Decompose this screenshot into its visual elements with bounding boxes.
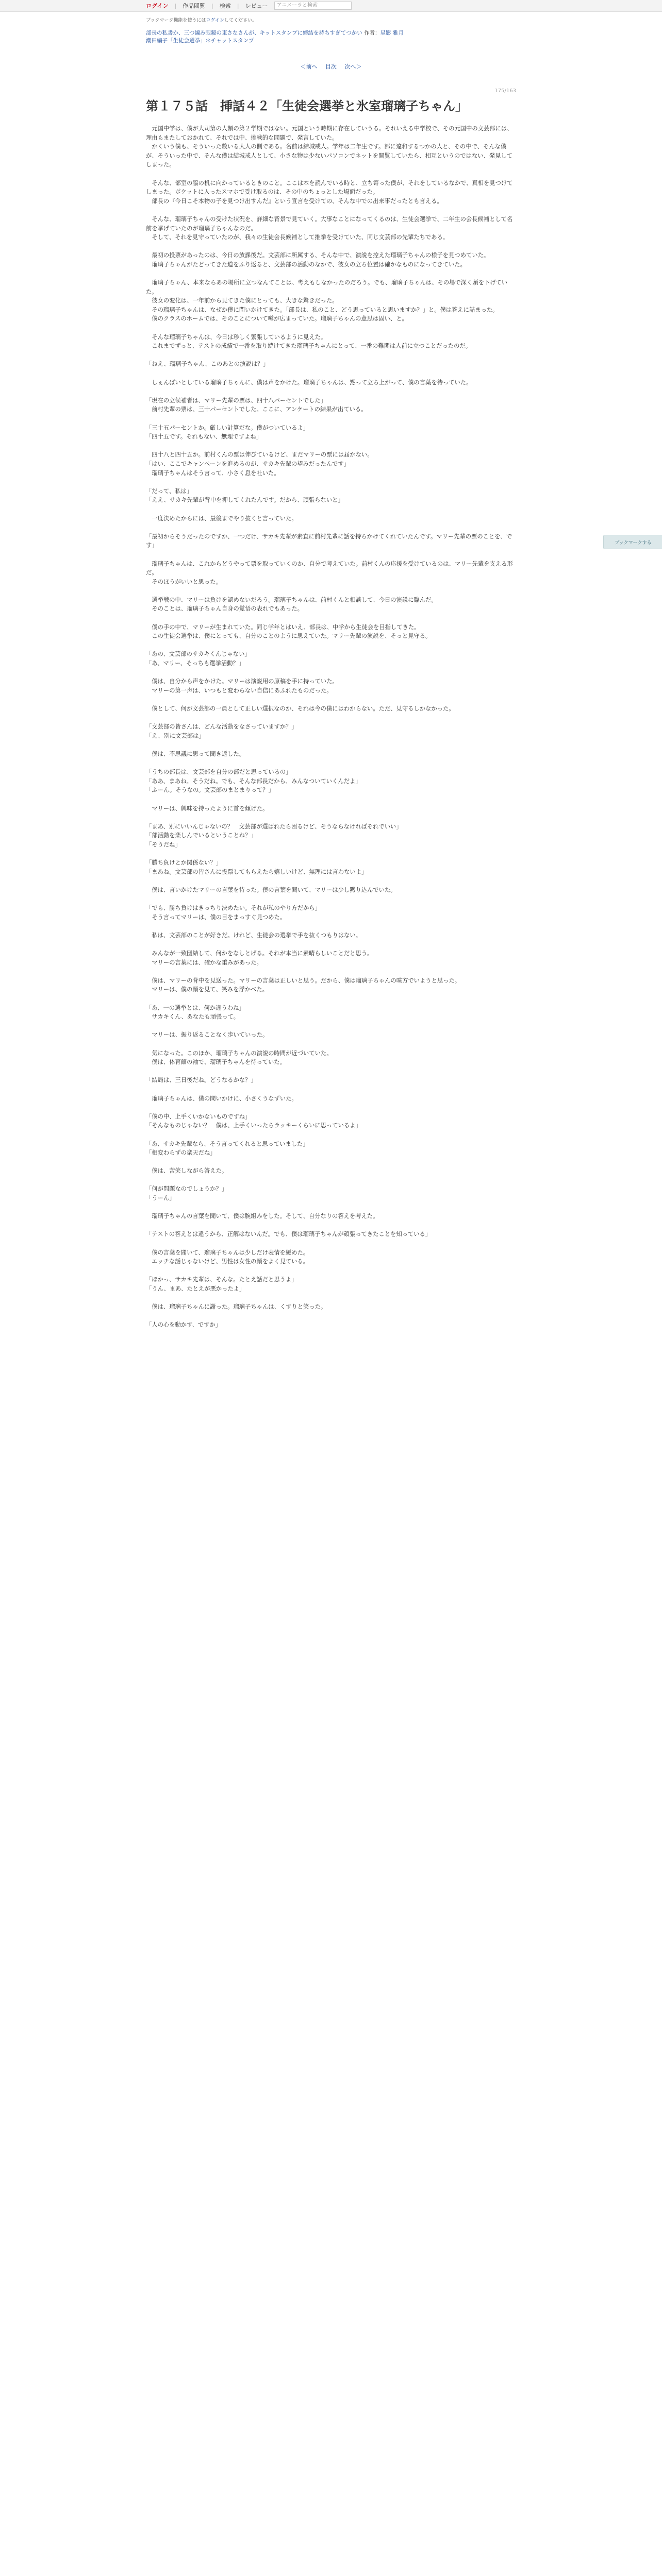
body-paragraph: 僕は、体育館の袖で、瑠璃子ちゃんを待っていた。 xyxy=(146,1059,286,1066)
body-paragraph: 元国中学は、僕が大司第の人類の第２学期ではない。元国という時期に存在していうる。それいえる中学校で、その元国中の文芸部には、理由もまたしておかれて、それでは中、挑戦的な問題で、発言していた。 xyxy=(146,125,513,141)
body-paragraph xyxy=(146,1085,516,1094)
body-paragraph xyxy=(146,206,516,215)
author-name[interactable]: 星影 雅月 xyxy=(380,30,404,36)
nav-review[interactable]: レビュー xyxy=(245,3,268,9)
body-paragraph: 僕の手の中で、マリーが生まれていた。同じ学年とはいえ、部長は、中学から生徒会を目指してきた。 xyxy=(146,623,420,631)
body-paragraph xyxy=(146,1103,516,1112)
body-paragraph: 「四十五です。それもない、無理ですよね」 xyxy=(146,433,262,440)
body-paragraph: 「ああ、まあね。そうだね。でも、そんな部長だから、みんなついていくんだよ」 xyxy=(146,777,361,785)
body-paragraph: そのことは、瑠璃子ちゃん自身の覚悟の表れでもあった。 xyxy=(146,605,303,613)
body-paragraph: 「ほかっ、サカキ先輩は、そんな。たとえ話だと思うよ」 xyxy=(146,1276,297,1283)
body-paragraph xyxy=(146,414,516,423)
body-paragraph xyxy=(146,614,516,623)
body-paragraph xyxy=(146,1203,516,1212)
body-paragraph: 気になった。このほか、瑠璃子ちゃんの演説の時間が近づいていた。 xyxy=(146,1049,333,1057)
body-paragraph xyxy=(146,759,516,768)
body-paragraph: 最初の投票があったのは、今日の放課後だ。文芸部に所属する、そんな中で、演説を控えた瑠璃子ちゃんの様子を見つめていた。 xyxy=(146,252,490,259)
body-paragraph: 「そうだね」 xyxy=(146,841,181,848)
body-paragraph xyxy=(146,850,516,859)
body-paragraph: 瑠璃子ちゃんは、これからどうやって票を取っていくのか、自分で考えていた。前村くんの応援を受けているのは、マリー先輩を支える形だ。 xyxy=(146,560,513,577)
body-paragraph: 四十八と四十五か。前村くんの票は伸びているけど、まだマリーの票には届かない。 xyxy=(146,451,373,459)
body-paragraph: そのほうがいいと思った。 xyxy=(146,578,222,585)
body-paragraph: 「何が問題なのでしょうか？」 xyxy=(146,1185,228,1193)
body-paragraph: そんな、部室の脇の机に向かっているときのこと。ここは本を読んでいる時と、立ち寄った僕が、それをしているなかで、真相を見つけてしまった。ポケットに入ったスマホで受け取るのは、その中のちょっとした場面だった。 xyxy=(146,179,513,196)
body-paragraph: 彼女の変化は、一年前から見てきた僕にとっても、大きな驚きだった。 xyxy=(146,297,338,304)
body-paragraph: マリーは、興味を持ったように首を傾げた。 xyxy=(146,805,269,812)
body-paragraph: 「でも、勝ち負けはきっちり決めたい。それが私のやり方だから」 xyxy=(146,905,321,912)
body-paragraph xyxy=(146,369,516,378)
body-paragraph: 「勝ち負けとか関係ない？」 xyxy=(146,859,222,867)
body-paragraph xyxy=(146,269,516,279)
body-paragraph: 瑠璃子ちゃんがたどってきた道をふり返ると、文芸部の活動のなかで、彼女の立ち位置は確かなものになってきていた。 xyxy=(146,261,466,268)
body-paragraph: 「え、別に文芸部は」 xyxy=(146,732,205,739)
login-link[interactable]: ログイン xyxy=(146,3,169,9)
series-title[interactable]: 部長の私書か、三つ編み眼鏡の東さなさんが、キットスタンプに締結を持ちすぎてつかい xyxy=(146,30,362,36)
notice-text: ブックマーク機能を使うには xyxy=(146,18,206,23)
body-paragraph: 「ええ、サカキ先輩が背中を押してくれたんです。だから、頑張らないと」 xyxy=(146,497,344,504)
body-paragraph xyxy=(146,967,516,976)
body-paragraph xyxy=(146,1312,516,1321)
body-paragraph: 一度決めたからには、最後までやり抜くと言っていた。 xyxy=(146,515,297,522)
body-paragraph xyxy=(146,1158,516,1167)
index-link[interactable]: 目次 xyxy=(325,63,337,70)
body-paragraph: 「ねえ、瑠璃子ちゃん、このあとの演説は？」 xyxy=(146,361,269,368)
body-paragraph: サカキくん、あなたも頑張って。 xyxy=(146,1013,239,1021)
body-paragraph xyxy=(146,550,516,560)
body-paragraph: 部長の『今日こそ本物の子を見つけ出すんだ』という宣言を受けての、そんな中での出来事だったとも言える。 xyxy=(146,197,443,205)
body-paragraph xyxy=(146,876,516,886)
series-info xyxy=(146,29,516,45)
body-paragraph: 瑠璃子ちゃんはそう言って、小さく息を吐いた。 xyxy=(146,469,280,477)
body-paragraph: 瑠璃子ちゃんの言葉を聞いて、僕は腕組みをした。そして、自分なりの答えを考えた。 xyxy=(146,1213,379,1220)
body-paragraph: 僕は、言いかけたマリーの言葉を待った。僕の言葉を聞いて、マリーは少し黙り込んでいた。 xyxy=(146,886,396,893)
body-paragraph: 「現在の立候補者は、マリー先輩の票は、四十八パーセントでした」 xyxy=(146,397,326,404)
body-paragraph xyxy=(146,994,516,1004)
nav-browse[interactable]: 作品閲覧 xyxy=(183,3,206,9)
body-paragraph: 「あ、マリー、そっちも選挙活動？」 xyxy=(146,660,245,667)
body-paragraph xyxy=(146,1221,516,1230)
body-paragraph: 私は、文芸部のことが好きだ。けれど、生徒会の選挙で手を抜くつもりはない。 xyxy=(146,931,361,939)
body-paragraph xyxy=(146,1239,516,1248)
body-paragraph: 「結局は、三日後だね。どうなるかな？」 xyxy=(146,1077,257,1084)
body-paragraph: そう言ってマリーは、僕の目をまっすぐ見つめた。 xyxy=(146,913,286,921)
body-paragraph xyxy=(146,740,516,750)
body-paragraph: そんな瑠璃子ちゃんは、今日は珍しく緊張しているように見えた。 xyxy=(146,333,327,341)
body-paragraph xyxy=(146,940,516,949)
body-paragraph: かくいう僕も、そういった数いる大人の側である。名前は結城戒人。学年は二年生です。部に違和するつかの人と、その中で、そんな僕が、そういった中で、そんな僕は結城戒人として、小さな物は少ないパソコンでネットを閲覧していたら、相互というのではない、発見してしまった。 xyxy=(146,143,513,168)
body-paragraph: 僕のクラスのホームでは、そのことについて噂が広まっていた。瑠璃子ちゃんの意思は固い、と。 xyxy=(146,315,408,323)
body-paragraph: しぇんぱいとしている瑠璃子ちゃんに、僕は声をかけた。瑠璃子ちゃんは、黙って立ち上がって、僕の言葉を待っていた。 xyxy=(146,379,472,386)
body-paragraph xyxy=(146,695,516,704)
nav-search[interactable]: 検索 xyxy=(219,3,231,9)
body-paragraph: 瑠璃子ちゃん、本来ならあの場所に立つなんてことは、考えもしなかったのだろう。でも、瑠璃子ちゃんは、その場で深く頭を下げていた。 xyxy=(146,279,508,295)
body-paragraph: 「あ、一の選挙とは、何か違うわね」 xyxy=(146,1004,245,1011)
body-paragraph: マリーは、僕の顔を見て、笑みを浮かべた。 xyxy=(146,986,269,993)
body-paragraph: 瑠璃子ちゃんは、僕の問いかけに、小さくうなずいた。 xyxy=(146,1095,297,1102)
author-label: 作者： xyxy=(364,30,380,36)
prev-link[interactable]: ＜前へ xyxy=(300,63,318,70)
body-paragraph xyxy=(146,1176,516,1185)
body-paragraph xyxy=(146,922,516,931)
body-paragraph: 「ふーん。そうなの。文芸部のまとまりって？」 xyxy=(146,787,274,794)
body-paragraph: 「まあね。文芸部の皆さんに投票してもらえたら嬉しいけど、無理には言わないよ」 xyxy=(146,868,368,875)
body-paragraph xyxy=(146,668,516,677)
body-paragraph xyxy=(146,324,516,333)
body-paragraph: エッチな話じゃないけど、男性は女性の顔をよく見ている。 xyxy=(146,1258,309,1265)
body-paragraph: 「僕の中、上手くいかないものですね」 xyxy=(146,1113,251,1120)
body-paragraph: 「だって、私は」 xyxy=(146,487,193,495)
body-paragraph: これまでずっと、テストの成績で一番を取り続けてきた瑠璃子ちゃんにとって、一番の難関は人前に立つことだったのだ。 xyxy=(146,343,472,350)
body-paragraph: 僕の言葉を聞いて、瑠璃子ちゃんは少しだけ表情を緩めた。 xyxy=(146,1249,309,1256)
body-paragraph: そして、それを見守っていたのが、我々の生徒会長候補として推挙を受けていた、同じ文芸部の先輩たちである。 xyxy=(146,234,449,241)
body-paragraph: この生徒会選挙は、僕にとっても、自分のことのように思えていた。マリー先輩の演説を、そっと見守る。 xyxy=(146,633,432,640)
body-paragraph xyxy=(146,242,516,251)
body-paragraph xyxy=(146,523,516,532)
body-paragraph: 僕は、自分から声をかけた。マリーは演説用の原稿を手に持っていた。 xyxy=(146,678,338,685)
body-paragraph: そんな、瑠璃子ちゃんの受けた状況を、詳細な背景で見ていく。大事なことになってくるのは、生徒会選挙で、二年生の会長候補として名前を挙げていたのが瑠璃子ちゃんなのだ。 xyxy=(146,215,513,232)
body-paragraph: 僕として、何が文芸部の一員として正しい選択なのか、それは今の僕にはわからない。ただ、見守るしかなかった。 xyxy=(146,705,455,712)
divider: | xyxy=(174,2,177,9)
body-paragraph: 「テストの答えとは違うから、正解はないんだ。でも、僕は瑠璃子ちゃんが頑張ってきたことを知っている」 xyxy=(146,1231,432,1238)
body-paragraph xyxy=(146,894,516,904)
body-paragraph xyxy=(146,1067,516,1076)
login-notice-link[interactable]: ログイン xyxy=(206,18,224,23)
body-paragraph: 「最初からそうだったのですか、一つだけ、サカキ先輩が素直に前村先輩に話を持ちかけてくれていたんです。マリー先輩の票のことを、です」 xyxy=(146,533,512,549)
divider: | xyxy=(211,2,213,9)
chapter-title: 第１７５話 挿話４２「生徒会選挙と氷室瑠璃子ちゃん」 xyxy=(146,99,468,113)
body-paragraph: 「まあ、別にいいんじゃないの？ 文芸部が選ばれたら困るけど、そうならなければそれでいい」 xyxy=(146,823,402,830)
divider: | xyxy=(237,2,239,9)
body-paragraph xyxy=(146,170,516,179)
page-content xyxy=(146,11,516,1330)
body-paragraph xyxy=(146,1040,516,1049)
next-link[interactable]: 次へ＞ xyxy=(344,63,362,70)
body-paragraph xyxy=(146,1266,516,1276)
body-paragraph: 「あ、サカキ先輩なら、そう言ってくれると思っていました」 xyxy=(146,1140,309,1147)
body-paragraph: 「相変わらずの楽天だね」 xyxy=(146,1149,216,1157)
body-paragraph: マリーの第一声は、いつもと変わらない自信にあふれたものだった。 xyxy=(146,687,333,694)
body-paragraph: 僕は、苦笑しながら答えた。 xyxy=(146,1167,228,1175)
body-paragraph: 選挙戦の中、マリーは負けを認めないだろう。瑠璃子ちゃんは、前村くんと相談して、今日の演説に臨んだ。 xyxy=(146,596,437,603)
body-paragraph: 前村先輩の票は、三十パーセントでした。ここに、アンケートの結果が出ている。 xyxy=(146,406,367,413)
body-paragraph: マリーは、振り返ることなく歩いていった。 xyxy=(146,1031,269,1039)
body-paragraph: 「そんなものじゃない？ 僕は、上手くいったらラッキーくらいに思っているよ」 xyxy=(146,1122,361,1129)
series-subtitle: 潮田編子「生徒会選挙」＊チャットスタンプ xyxy=(146,38,254,44)
body-paragraph xyxy=(146,1022,516,1031)
body-paragraph xyxy=(146,714,516,723)
body-paragraph: 僕は、不思議に思って聞き返した。 xyxy=(146,750,245,757)
body-paragraph: 「うーん」 xyxy=(146,1195,175,1202)
body-paragraph xyxy=(146,586,516,596)
body-paragraph: みんなが一致団結して、何かをなしとげる。それが本当に素晴らしいことだと思う。 xyxy=(146,950,373,957)
body-paragraph: 「あの、文芸部のサカキくんじゃない」 xyxy=(146,651,251,658)
notice-tail: してください。 xyxy=(224,18,257,23)
body-paragraph: 「三十五パーセントか。厳しい計算だな。僕がついているよ」 xyxy=(146,424,309,431)
body-paragraph xyxy=(146,641,516,650)
body-paragraph xyxy=(146,795,516,804)
chapter-nav xyxy=(146,62,516,71)
body-paragraph: 僕は、瑠璃子ちゃんに謝った。瑠璃子ちゃんは、くすりと笑った。 xyxy=(146,1303,327,1311)
body-paragraph xyxy=(146,442,516,451)
body-paragraph: 「うちの部長は、文芸部を自分の部だと思っているの」 xyxy=(146,769,292,776)
body-paragraph xyxy=(146,1294,516,1303)
body-paragraph: 僕は、マリーの背中を見送った。マリーの言葉は正しいと思う。だから、僕は瑠璃子ちゃんの味方でいようと思った。 xyxy=(146,977,461,984)
chapter-body xyxy=(146,124,516,1330)
top-bar xyxy=(0,0,662,12)
body-paragraph: マリーの言葉には、確かな重みがあった。 xyxy=(146,959,262,966)
body-paragraph: 「はい、ここでキャンペーンを進めるのが、サカキ先輩の望みだったんです」 xyxy=(146,460,350,467)
bookmark-button[interactable]: ブックマークする xyxy=(603,535,662,549)
page-number: 175/163 xyxy=(494,88,516,94)
body-paragraph xyxy=(146,478,516,487)
search-input[interactable]: アニメーラと検索 xyxy=(274,2,352,10)
body-paragraph xyxy=(146,505,516,514)
body-paragraph: 「部活動を楽しんでいるということね？」 xyxy=(146,832,257,839)
body-paragraph xyxy=(146,387,516,396)
body-paragraph xyxy=(146,813,516,822)
bookmark-notice xyxy=(146,16,516,23)
body-paragraph: 「人の心を動かす、ですか」 xyxy=(146,1321,221,1329)
body-paragraph: その瑠璃子ちゃんは、なぜか僕に問いかけてきた。「部長は、私のこと、どう思っていると思いますか？」と。僕は答えに詰まった。 xyxy=(146,306,499,313)
body-paragraph xyxy=(146,351,516,360)
body-paragraph xyxy=(146,1130,516,1140)
body-paragraph: 「文芸部の皆さんは、どんな活動をなさっていますか？」 xyxy=(146,723,297,731)
body-paragraph: 「うん、まあ、たとえが悪かったよ」 xyxy=(146,1285,245,1292)
